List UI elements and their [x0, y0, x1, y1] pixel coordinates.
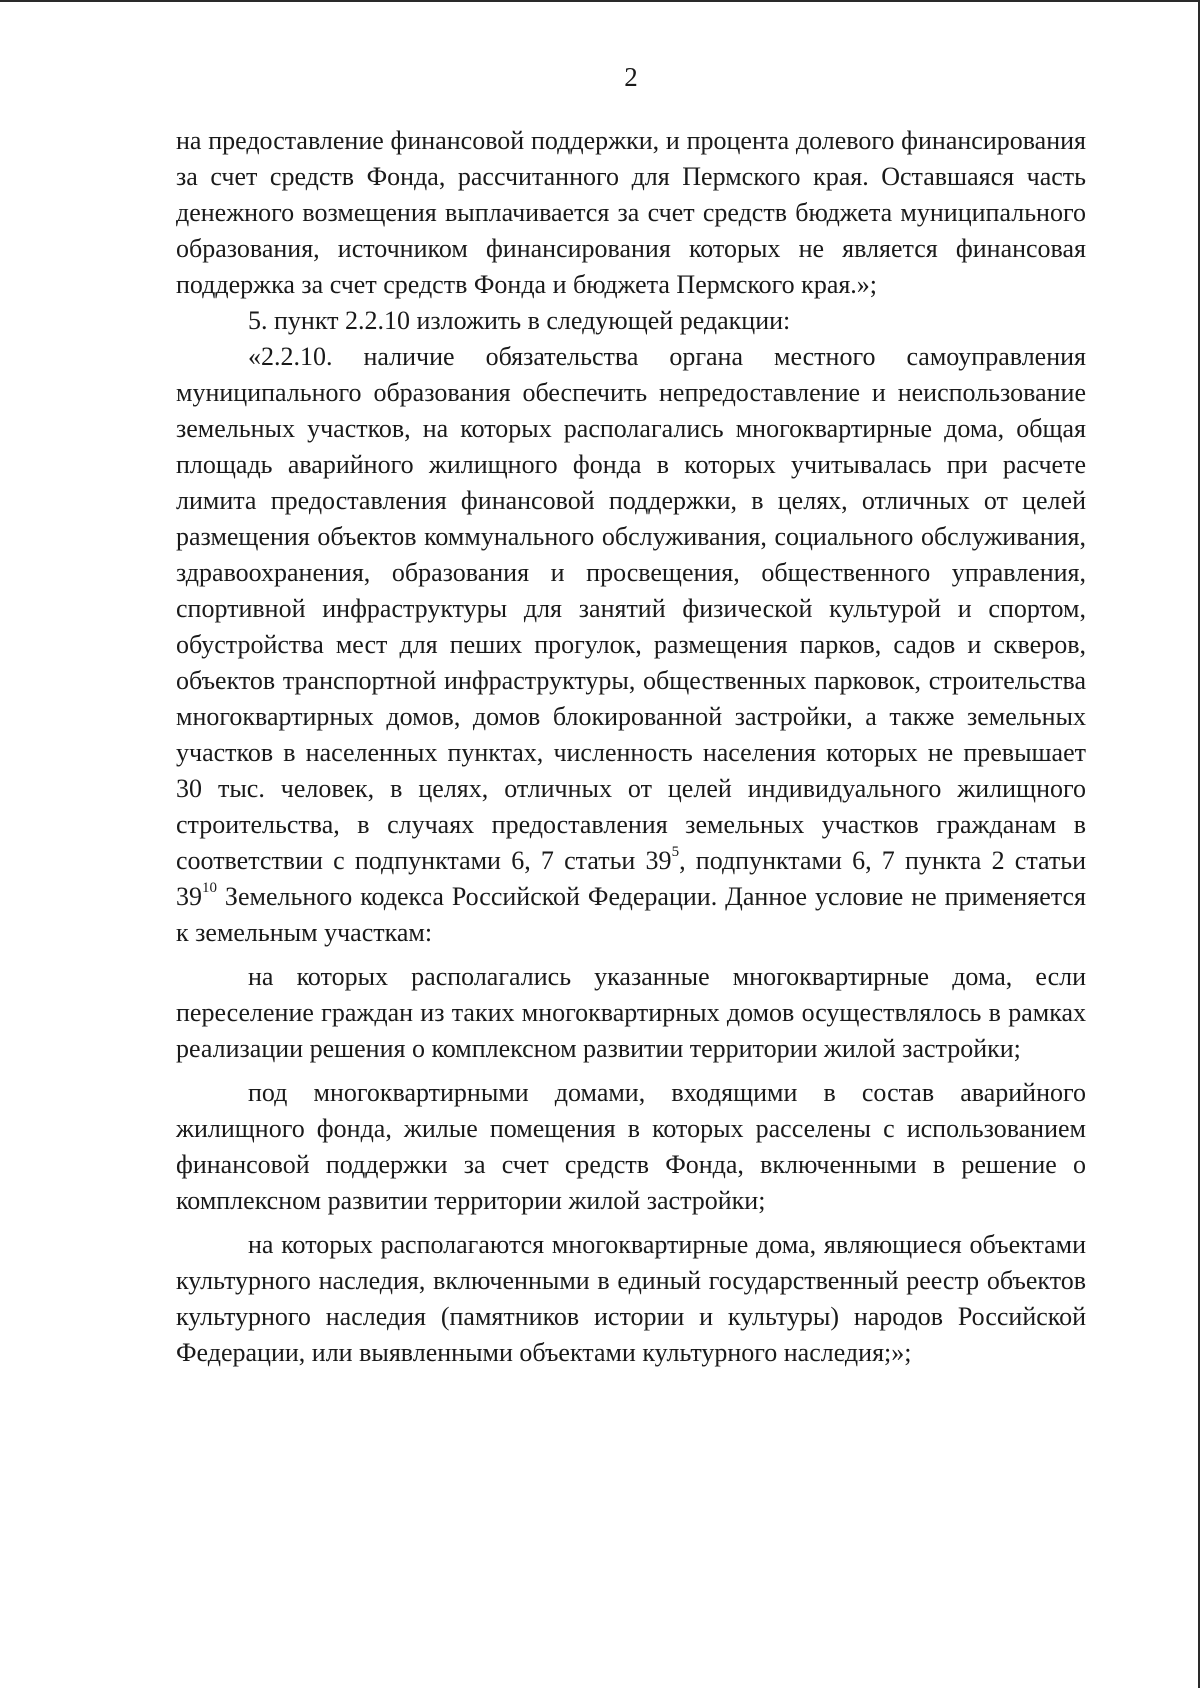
clause-text-part-3: Земельного кодекса Российской Федерации. Данное условие не применяется к земельным участкам:: [176, 882, 1086, 947]
document-body: [176, 123, 1086, 1371]
paragraph-exception-2: под многоквартирными домами, входящими в состав аварийного жилищного фонда, жилые помещения в которых расселены с использованием финансовой поддержки за счет средств Фонда, включенными в решение о комплексном развитии территории жилой застройки;: [176, 1078, 1086, 1215]
scan-top-edge: [0, 0, 1200, 2]
clause-text-part-1: «2.2.10. наличие обязательства органа местного самоуправления муниципального образования обеспечить непредоставление и неиспользование земельных участков, на которых располагались многоквартирные дома, общая площадь аварийного жилищного фонда в которых учитывалась при расчете лимита предоставления финансовой поддержки, в целях, отличных от целей размещения объектов коммунального обслуживания, социального обслуживания, здравоохранения, образования и просвещения, общественного управления, спортивной инфраструктуры для занятий физической культурой и спортом, обустройства мест для пеших прогулок, размещения парков, садов и скверов, объектов транспортной инфраструктуры, общественных парковок, строительства многоквартирных домов, домов блокированной застройки, а также земельных участков в населенных пунктах, численность населения которых не превышает 30 тыс. человек, в целях, отличных от целей индивидуального жилищного строительства, в случаях предоставления земельных участков гражданам в соответствии с подпунктами 6, 7 статьи 39: [176, 342, 1086, 875]
paragraph-exception-1: на которых располагались указанные многоквартирные дома, если переселение граждан из таких многоквартирных домов осуществлялось в рамках реализации решения о комплексном развитии территории жилой застройки;: [176, 962, 1086, 1063]
superscript-article-39-10: 10: [202, 880, 217, 897]
superscript-article-39-5: 5: [671, 844, 680, 861]
page-number: 2: [624, 62, 638, 92]
paragraph-continuation: на предоставление финансовой поддержки, и процента долевого финансирования за счет средств Фонда, рассчитанного для Пермского края. Оставшаяся часть денежного возмещения выплачивается за счет средств бюджета муниципального образования, источником финансирования которых не является финансовая поддержка за счет средств Фонда и бюджета Пермского края.»;: [176, 126, 1086, 299]
clause-text-part-2: , подпунктами 6, 7 пункта 2 статьи 39: [176, 846, 1086, 911]
paragraph-clause-2-2-10: [176, 339, 1086, 951]
paragraph-item-5: 5. пункт 2.2.10 изложить в следующей редакции:: [248, 306, 791, 335]
paragraph-exception-3: на которых располагаются многоквартирные дома, являющиеся объектами культурного наследия, включенными в единый государственный реестр объектов культурного наследия (памятников истории и культуры) народов Российской Федерации, или выявленными объектами культурного наследия;»;: [176, 1230, 1086, 1367]
